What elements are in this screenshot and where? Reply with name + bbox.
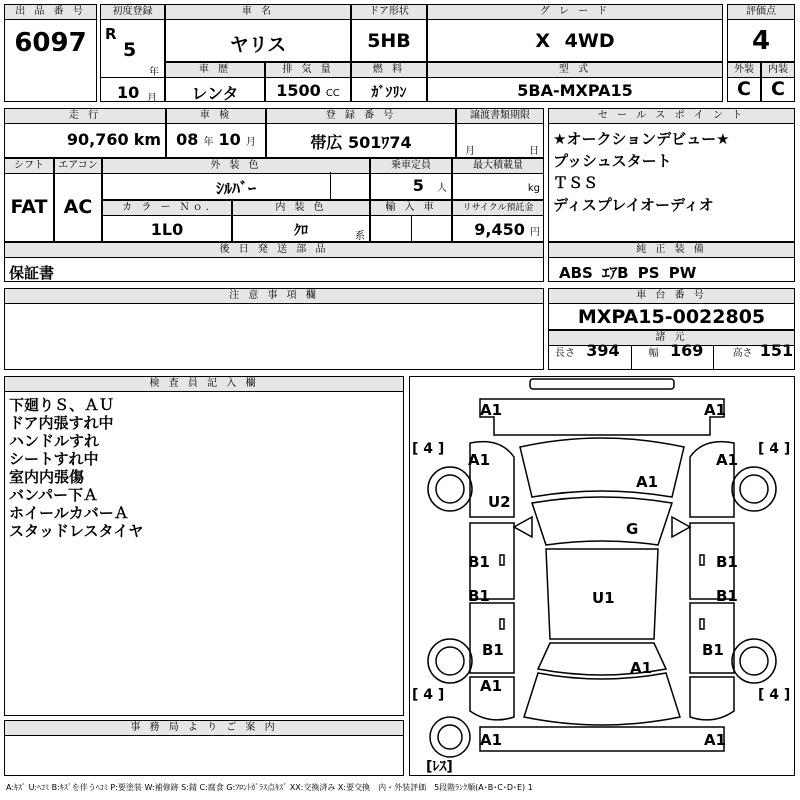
model-label: 型 式 (428, 63, 722, 78)
displacement: 1500 (276, 81, 321, 100)
color-no-box (102, 200, 232, 242)
color-no-label: カ ラ ー Ｎｏ. (103, 201, 231, 216)
mark-front-left: A1 (480, 401, 503, 419)
capacity-unit: 人 (437, 183, 447, 194)
reg-number-label: 登 録 番 号 (267, 109, 455, 124)
ext-box (727, 62, 761, 102)
ac: AC (63, 196, 93, 218)
mark-door-left-top: U2 (488, 493, 511, 511)
mark-roof-glass: G (626, 520, 639, 538)
history: レンタ (191, 84, 239, 103)
history-label: 車 歴 (166, 63, 264, 78)
interior-color: ｸﾛ (294, 223, 308, 239)
fuel: ｶﾞｿﾘﾝ (371, 85, 407, 101)
specs-label: 諸 元 (549, 331, 794, 346)
lot-box (4, 4, 97, 102)
import-box (370, 200, 452, 242)
mileage-box (4, 108, 166, 158)
capacity-box (370, 158, 452, 200)
mark-roof-center: U1 (592, 589, 615, 607)
office-label: 事 務 局 よ り ご 案 内 (5, 721, 403, 736)
int-box (761, 62, 795, 102)
recycle-label: リサイクル預託金 (453, 201, 543, 216)
inspector-note: スタッドレスタイヤ (9, 522, 144, 540)
history-box (165, 62, 265, 102)
exterior-color-label: 外 装 色 (103, 159, 369, 174)
transfer-box (456, 108, 544, 158)
inspection-year-unit: 年 (203, 137, 214, 148)
chassis-box (548, 288, 795, 330)
mileage: 90,760 (66, 130, 129, 149)
tire-front-left: [ 4 ] (412, 441, 445, 457)
office-box (4, 720, 404, 776)
capacity: 5 (412, 176, 424, 195)
load-capacity-unit: kg (527, 183, 540, 194)
height: 151 (759, 341, 794, 360)
inspector-box (4, 376, 404, 716)
int-grade: C (771, 78, 785, 100)
capacity-label: 乗車定員 (371, 159, 451, 174)
first-registration-box (100, 4, 165, 102)
inspection-box (166, 108, 266, 158)
load-capacity-box (452, 158, 544, 200)
car-name-box (165, 4, 351, 62)
load-capacity-label: 最大積載量 (453, 159, 543, 174)
reg-month: 10 (117, 83, 140, 102)
inspector-note: ドア内張すれ中 (9, 414, 114, 432)
interior-color-box (232, 200, 370, 242)
inspector-note: ホイールカバーＡ (9, 504, 129, 522)
grade-box (427, 4, 723, 62)
mark-rear-fender-left: B1 (482, 641, 504, 659)
km-unit: km (133, 130, 161, 149)
shift-box (4, 158, 54, 242)
ac-box (54, 158, 102, 242)
parts-box (4, 242, 544, 282)
color-no: 1L0 (150, 220, 184, 239)
caution-label: 注 意 事 項 欄 (5, 289, 543, 304)
reg-number-box (266, 108, 456, 158)
chassis-label: 車 台 番 号 (549, 289, 794, 304)
door-type: 5HB (367, 30, 411, 52)
model: 5BA-MXPA15 (517, 81, 633, 100)
lot-label: 出 品 番 号 (5, 5, 96, 20)
tire-rear-left: [ 4 ] (412, 687, 445, 703)
year-unit: 年 (149, 67, 159, 78)
ext-label: 外装 (728, 63, 760, 78)
parts-value: 保証書 (9, 264, 55, 282)
specs-box (548, 330, 795, 370)
equipment-value: ABS ｴｱB PS PW (559, 264, 697, 282)
sales-point: ディスプレイオーディオ (553, 196, 714, 214)
reg-number: 帯広 501ﾜ74 (310, 133, 412, 152)
parts-label: 後 日 発 送 部 品 (5, 243, 543, 258)
transfer-label: 譲渡書類期限 (457, 109, 543, 124)
mark-rear-left: A1 (480, 731, 503, 749)
inspection-month-unit: 月 (245, 137, 256, 148)
interior-color-unit: 系 (355, 231, 365, 242)
mark-door-rear-left: B1 (468, 587, 490, 605)
era: R (105, 25, 117, 43)
inspector-label: 検 査 員 記 入 欄 (5, 377, 403, 392)
mark-fender-front-left: A1 (468, 451, 491, 469)
score: 4 (751, 26, 771, 56)
chassis-number: MXPA15-0022805 (577, 306, 766, 328)
car-name-label: 車 名 (166, 5, 350, 20)
mileage-label: 走 行 (5, 109, 165, 124)
inspector-note: ハンドルすれ (9, 432, 100, 450)
door-box (351, 4, 427, 62)
tire-rear-right: [ 4 ] (758, 687, 791, 703)
car-name: ヤリス (229, 34, 287, 56)
car-diagram-box (409, 376, 795, 776)
transfer-day: 日 (529, 146, 539, 157)
inspector-note: 下廻りＳ、ＡＵ (9, 396, 115, 414)
mark-hood: A1 (636, 473, 659, 491)
length: 394 (586, 341, 620, 360)
fuel-label: 燃 料 (352, 63, 426, 78)
grade-label: グ レ ー ド (428, 5, 722, 20)
width-label: 幅 (648, 348, 659, 359)
sales-points-label: セ ー ル ス ポ イ ン ト (549, 109, 794, 124)
mark-fender-front-right: A1 (716, 451, 739, 469)
score-box (727, 4, 795, 62)
import-label: 輸 入 車 (371, 201, 451, 216)
inspection-label: 車 検 (167, 109, 265, 124)
sales-point: ＴＳＳ (553, 174, 599, 192)
recycle-unit: 円 (530, 227, 540, 238)
score-label: 評価点 (728, 5, 794, 20)
inspection-month: 10 (218, 130, 241, 149)
width: 169 (669, 341, 704, 360)
mark-door-rear-right: B1 (716, 587, 738, 605)
shift-label: シフト (5, 159, 53, 174)
inspector-note: バンパー下Ａ (9, 486, 98, 504)
mark-trunk: A1 (630, 659, 653, 677)
ac-label: エアコン (55, 159, 101, 174)
month-unit: 月 (147, 93, 157, 104)
first-reg-label: 初度登録 (101, 5, 164, 20)
displacement-label: 排 気 量 (266, 63, 350, 78)
exterior-color: ｼﾙﾊﾞｰ (215, 179, 256, 198)
model-box (427, 62, 723, 102)
ext-grade: C (737, 78, 751, 100)
mark-front-right: A1 (704, 401, 727, 419)
equipment-label: 純 正 装 備 (549, 243, 794, 258)
door-label: ドア形状 (352, 5, 426, 20)
shift: FAT (10, 196, 48, 218)
mark-rear-fender-right: B1 (702, 641, 724, 659)
inspector-note: シートすれ中 (9, 450, 99, 468)
cc-unit: CC (325, 88, 340, 99)
recycle-box (452, 200, 544, 242)
sales-point: プッシュスタート (553, 152, 672, 170)
interior-color-label: 内 装 色 (233, 201, 369, 216)
legend: A:ｷｽﾞ U:ﾍｺﾐ B:ｷｽﾞを伴うﾍｺﾐ P:要塗装 W:補修跡 S:錆 C:腐食 G:ﾌﾛﾝﾄｶﾞﾗｽ点ｷｽﾞ XX:交換済み X:要交換 内・外装評価 5段階ﾗﾝｸ順(A･B･C･D･E) 1 (6, 783, 533, 792)
car-diagram (410, 377, 794, 775)
mark-door-front-right: B1 (716, 553, 738, 571)
int-label: 内装 (762, 63, 794, 78)
mark-door-front-left: B1 (468, 553, 490, 571)
tire-front-right: [ 4 ] (758, 441, 791, 457)
mark-rear-corner-left: A1 (480, 677, 503, 695)
height-label: 高さ (732, 348, 753, 359)
inspector-note: 室内内張傷 (9, 468, 85, 486)
mark-rear-right: A1 (704, 731, 727, 749)
sales-point: ★オークションデビュー★ (553, 130, 730, 148)
spare-tire: [ﾚｽ] (426, 759, 453, 775)
fuel-box (351, 62, 427, 102)
sales-points-box (548, 108, 795, 242)
reg-year: 5 (123, 39, 137, 61)
length-label: 長さ (555, 348, 575, 359)
transfer-month: 月 (465, 146, 475, 157)
equipment-box (548, 242, 795, 282)
grade: X 4WD (535, 30, 615, 52)
lot-number: 6097 (14, 28, 87, 58)
recycle-fee: 9,450 (474, 220, 525, 239)
caution-box (4, 288, 544, 370)
displacement-box (265, 62, 351, 102)
inspection-year: 08 (176, 130, 199, 149)
